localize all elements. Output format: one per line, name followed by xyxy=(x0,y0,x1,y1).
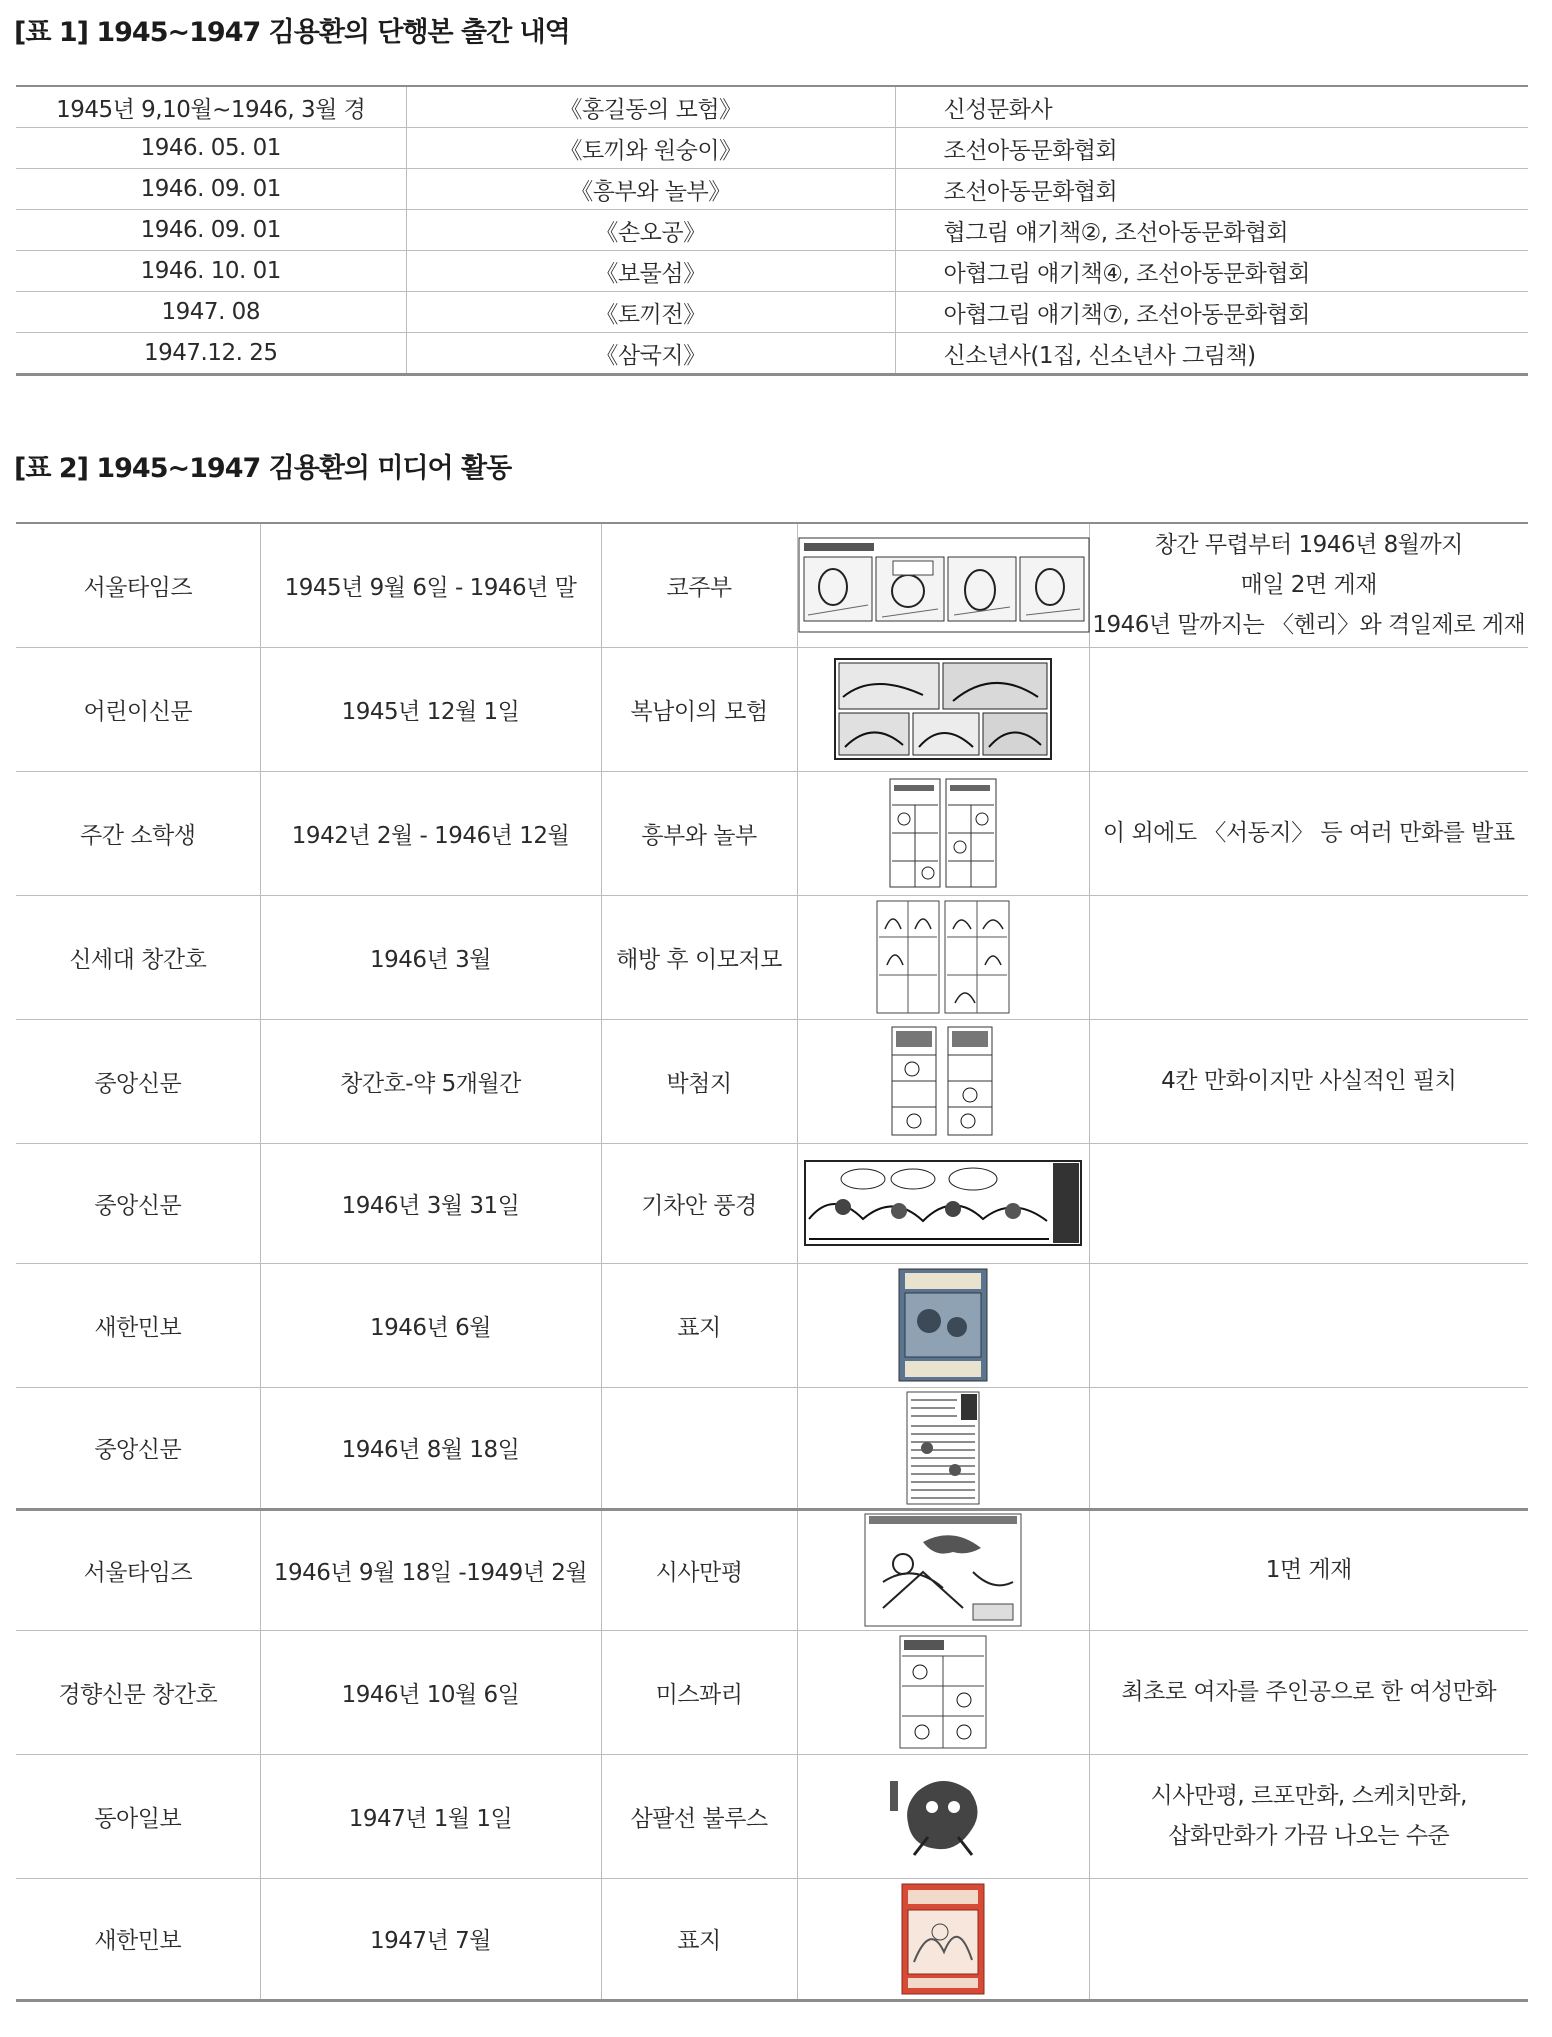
media-cell: 신세대 창간호 xyxy=(16,895,260,1019)
note-line: 창간 무렵부터 1946년 8월까지 xyxy=(1154,532,1463,559)
publisher-cell: 신소년사(1집, 신소년사 그림책) xyxy=(943,342,1256,369)
publisher-cell: 조선아동문화협회 xyxy=(895,169,1528,210)
period-cell: 1946년 8월 18일 xyxy=(260,1387,601,1509)
period-cell: 1946년 3월 xyxy=(260,895,601,1019)
work-cell: 흥부와 놀부 xyxy=(601,771,797,895)
period-cell: 1947년 1월 1일 xyxy=(260,1754,601,1878)
media-cell: 주간 소학생 xyxy=(16,771,260,895)
publisher-cell: 아협그림 얘기책④, 조선아동문화협회 xyxy=(895,251,1528,292)
work-cell: 표지 xyxy=(601,1878,797,2000)
cartoon-illustration-thumbnail xyxy=(888,1771,998,1861)
period-cell: 1946년 9월 18일 -1949년 2월 xyxy=(260,1509,601,1630)
table-row xyxy=(16,647,1528,771)
thumbnail-cell xyxy=(797,1019,1089,1143)
date-cell: 1947. 08 xyxy=(16,292,406,333)
table-row xyxy=(16,895,1528,1019)
media-cell: 새한민보 xyxy=(16,1263,260,1387)
table-row xyxy=(16,1630,1528,1754)
publisher-cell: 신성문화사 xyxy=(895,86,1528,128)
note-cell xyxy=(1089,1630,1528,1754)
media-cell: 중앙신문 xyxy=(16,1019,260,1143)
table-row xyxy=(16,86,1528,128)
media-cell: 동아일보 xyxy=(16,1754,260,1878)
table-row xyxy=(16,1143,1528,1263)
title-cell: 《보물섬》 xyxy=(406,251,895,292)
note-cell xyxy=(1089,1263,1528,1387)
work-cell: 코주부 xyxy=(601,523,797,647)
work-cell: 표지 xyxy=(601,1263,797,1387)
comic-strip-thumbnail xyxy=(833,657,1053,761)
note-cell xyxy=(1089,1878,1528,2000)
note-line: 1946년 말까지는 〈헨리〉와 격일제로 게재 xyxy=(1092,612,1526,639)
work-cell xyxy=(601,1387,797,1509)
table-row xyxy=(16,1878,1528,2000)
media-cell: 어린이신문 xyxy=(16,647,260,771)
thumbnail-cell xyxy=(797,1878,1089,2000)
note-line: 시사만평, 르포만화, 스케치만화, xyxy=(1150,1783,1467,1809)
table-row xyxy=(16,1509,1528,1630)
publisher-cell: 협그림 얘기책②, 조선아동문화협회 xyxy=(895,210,1528,251)
work-cell: 복남이의 모험 xyxy=(601,647,797,771)
title-cell: 《토끼와 원숭이》 xyxy=(406,128,895,169)
thumbnail-cell xyxy=(797,1387,1089,1509)
table-row xyxy=(16,292,1528,333)
note-cell xyxy=(1089,771,1528,895)
table-row xyxy=(16,210,1528,251)
table-row xyxy=(16,1754,1528,1878)
media-activity-table xyxy=(16,522,1528,2002)
date-cell: 1947.12. 25 xyxy=(16,333,406,375)
note-line: 매일 2면 게재 xyxy=(1240,572,1377,599)
table-row xyxy=(16,1019,1528,1143)
note-cell xyxy=(1089,1387,1528,1509)
note-cell xyxy=(1089,895,1528,1019)
thumbnail-cell xyxy=(797,1143,1089,1263)
note-cell xyxy=(1089,1509,1528,1630)
thumbnail-cell xyxy=(797,1754,1089,1878)
period-cell: 1946년 10월 6일 xyxy=(260,1630,601,1754)
period-cell: 1947년 7월 xyxy=(260,1878,601,2000)
title-cell: 《홍길동의 모험》 xyxy=(406,86,895,128)
media-cell: 중앙신문 xyxy=(16,1387,260,1509)
newspaper-page-thumbnail xyxy=(905,1390,981,1506)
table-row xyxy=(16,1263,1528,1387)
table-row xyxy=(16,251,1528,292)
period-cell: 1945년 12월 1일 xyxy=(260,647,601,771)
media-cell: 새한민보 xyxy=(16,1878,260,2000)
note-cell xyxy=(1089,1143,1528,1263)
work-cell: 기차안 풍경 xyxy=(601,1143,797,1263)
note-line: 1면 게재 xyxy=(1265,1557,1352,1583)
comic-strip-thumbnail xyxy=(803,1159,1083,1247)
table2-caption: [표 2] 1945~1947 김용환의 미디어 활동 xyxy=(14,453,512,484)
note-line: 4칸 만화이지만 사실적인 필치 xyxy=(1161,1068,1457,1094)
work-cell: 시사만평 xyxy=(601,1509,797,1630)
table-row xyxy=(16,771,1528,895)
note-line: 삽화만화가 가끔 나오는 수준 xyxy=(1168,1823,1450,1849)
comic-page-thumbnail xyxy=(875,899,1011,1015)
period-cell: 1946년 6월 xyxy=(260,1263,601,1387)
title-cell: 《토끼전》 xyxy=(406,292,895,333)
publisher-cell: 아협그림 얘기책⑦, 조선아동문화협회 xyxy=(895,292,1528,333)
note-cell xyxy=(1089,1019,1528,1143)
work-cell: 삼팔선 불루스 xyxy=(601,1754,797,1878)
work-cell: 해방 후 이모저모 xyxy=(601,895,797,1019)
date-cell: 1946. 09. 01 xyxy=(16,210,406,251)
media-cell: 경향신문 창간호 xyxy=(16,1630,260,1754)
date-cell: 1945년 9,10월~1946, 3월 경 xyxy=(16,86,406,128)
note-line: 이 외에도 〈서동지〉 등 여러 만화를 발표 xyxy=(1102,820,1515,846)
comic-page-thumbnail xyxy=(898,1634,988,1750)
comic-strip-thumbnail xyxy=(798,535,1090,635)
publication-table xyxy=(16,85,1528,376)
title-cell: 《흥부와 놀부》 xyxy=(406,169,895,210)
thumbnail-cell xyxy=(797,1263,1089,1387)
media-cell: 서울타임즈 xyxy=(16,1509,260,1630)
thumbnail-cell xyxy=(797,1630,1089,1754)
period-cell: 1945년 9월 6일 - 1946년 말 xyxy=(260,523,601,647)
date-cell: 1946. 10. 01 xyxy=(16,251,406,292)
period-cell: 1946년 3월 31일 xyxy=(260,1143,601,1263)
editorial-cartoon-thumbnail xyxy=(863,1512,1023,1628)
publisher-cell: 조선아동문화협회 xyxy=(895,128,1528,169)
thumbnail-cell xyxy=(797,895,1089,1019)
comic-page-thumbnail xyxy=(888,777,998,889)
table1-caption: [표 1] 1945~1947 김용환의 단행본 출간 내역 xyxy=(14,17,570,48)
note-cell xyxy=(1089,523,1528,647)
title-cell: 《삼국지》 xyxy=(406,333,895,375)
magazine-cover-thumbnail xyxy=(897,1267,989,1383)
magazine-cover-thumbnail xyxy=(900,1882,986,1996)
table-row xyxy=(16,128,1528,169)
date-cell: 1946. 05. 01 xyxy=(16,128,406,169)
thumbnail-cell xyxy=(797,523,1089,647)
media-cell: 중앙신문 xyxy=(16,1143,260,1263)
thumbnail-cell xyxy=(797,1509,1089,1630)
title-cell: 《손오공》 xyxy=(406,210,895,251)
date-cell: 1946. 09. 01 xyxy=(16,169,406,210)
table-row xyxy=(16,333,1528,375)
table-row xyxy=(16,169,1528,210)
period-cell: 1942년 2월 - 1946년 12월 xyxy=(260,771,601,895)
work-cell: 미스꽈리 xyxy=(601,1630,797,1754)
four-panel-comic-thumbnail xyxy=(888,1025,998,1137)
media-cell: 서울타임즈 xyxy=(16,523,260,647)
period-cell: 창간호-약 5개월간 xyxy=(260,1019,601,1143)
thumbnail-cell xyxy=(797,771,1089,895)
note-line: 최초로 여자를 주인공으로 한 여성만화 xyxy=(1121,1679,1497,1705)
thumbnail-cell xyxy=(797,647,1089,771)
table-row xyxy=(16,1387,1528,1509)
table-row xyxy=(16,523,1528,647)
work-cell: 박첨지 xyxy=(601,1019,797,1143)
note-cell xyxy=(1089,1754,1528,1878)
note-cell xyxy=(1089,647,1528,771)
